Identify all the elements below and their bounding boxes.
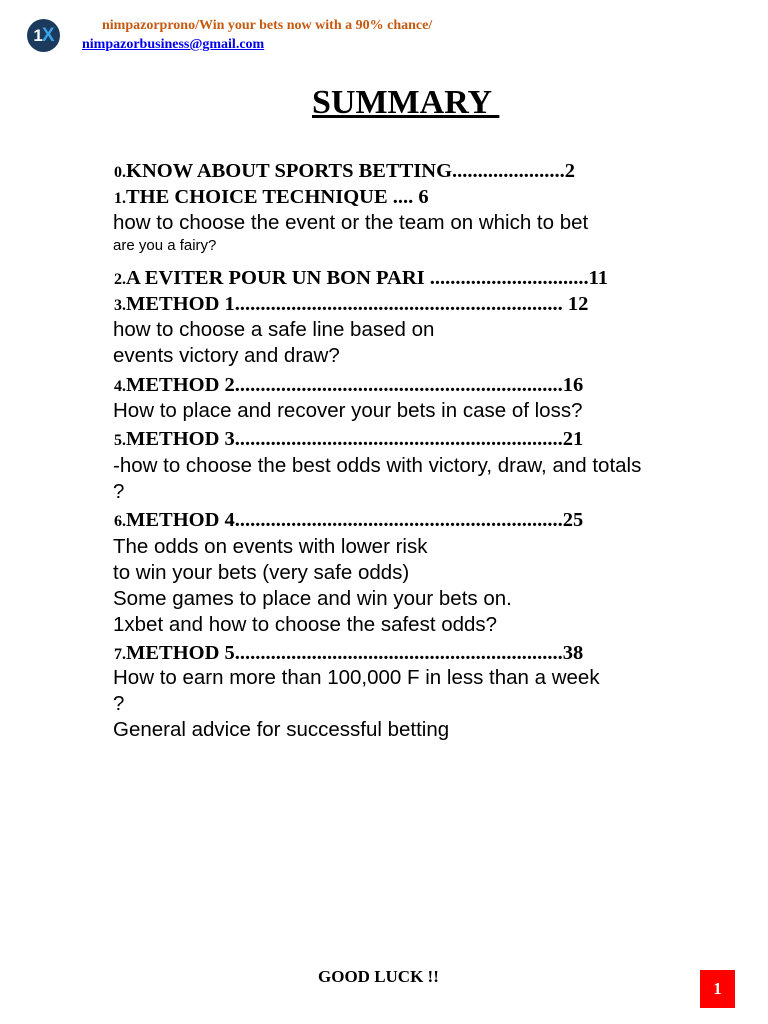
toc-desc: The odds on events with lower risk (113, 535, 428, 558)
toc-desc: -how to choose the best odds with victory, draw, and totals (113, 454, 642, 477)
toc-desc: How to place and recover your bets in case of loss? (113, 399, 583, 422)
toc-heading-5[interactable]: 5.METHOD 3................................................................21 (114, 428, 584, 450)
toc-desc: are you a fairy? (113, 237, 217, 254)
toc-desc: how to choose the event or the team on which to bet (113, 211, 589, 234)
page-title: SUMMARY (312, 84, 500, 121)
toc-desc: events victory and draw? (113, 344, 340, 367)
logo-x: X (41, 24, 54, 46)
toc-heading-2[interactable]: 2.A EVITER POUR UN BON PARI ...............................11 (114, 267, 608, 289)
toc-desc: ? (113, 692, 125, 715)
toc-heading-6[interactable]: 6.METHOD 4................................................................25 (114, 509, 584, 531)
toc-heading-4[interactable]: 4.METHOD 2................................................................16 (114, 374, 584, 396)
page-number-badge: 1 (700, 970, 735, 1008)
header-slogan: nimpazorprono/Win your bets now with a 90% chance/ (102, 18, 433, 33)
toc-heading-3[interactable]: 3.METHOD 1................................................................ 12 (114, 293, 589, 315)
email-link[interactable]: nimpazorbusiness@gmail.com (82, 37, 265, 52)
toc-desc: ? (113, 480, 125, 503)
toc-desc: how to choose a safe line based on (113, 318, 435, 341)
toc-heading-1[interactable]: 1.THE CHOICE TECHNIQUE .... 6 (114, 186, 429, 208)
toc-heading-7[interactable]: 7.METHOD 5................................................................38 (114, 642, 584, 664)
toc-desc: General advice for successful betting (113, 718, 450, 741)
footer-text: GOOD LUCK !! (318, 967, 439, 986)
toc-heading-0[interactable]: 0.KNOW ABOUT SPORTS BETTING......................2 (114, 160, 576, 182)
logo-text: 1 (33, 25, 42, 45)
toc-desc: How to earn more than 100,000 F in less than a week (113, 666, 600, 689)
toc-desc: Some games to place and win your bets on. (113, 587, 512, 610)
toc-desc: 1xbet and how to choose the safest odds? (113, 613, 498, 636)
toc-desc: to win your bets (very safe odds) (113, 561, 410, 584)
